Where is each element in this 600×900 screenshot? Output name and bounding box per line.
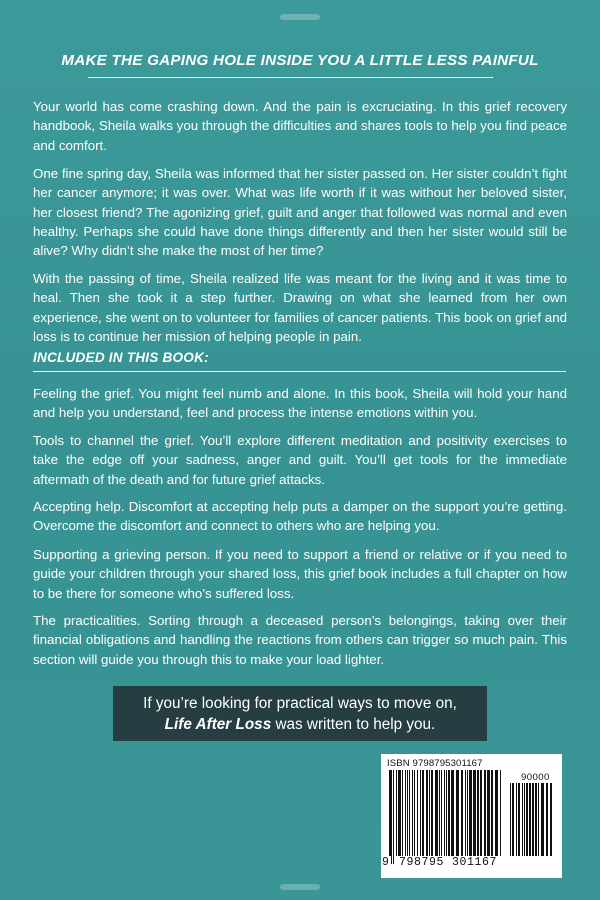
barcode-bar	[473, 770, 476, 856]
barcode-bar	[522, 783, 523, 856]
barcode-bar	[405, 770, 406, 856]
included-heading-underline	[33, 371, 566, 372]
barcode-bar	[510, 783, 511, 856]
callout-line-1: If you’re looking for practical ways to move on,	[143, 695, 457, 712]
barcode-bar	[477, 770, 479, 864]
barcode-bar	[550, 783, 552, 856]
barcode-bar	[435, 770, 438, 856]
barcode-bar	[516, 783, 517, 856]
barcode-bar	[426, 770, 428, 856]
barcode-bar	[469, 770, 472, 856]
headline-underline	[88, 77, 493, 78]
barcode-bar	[535, 783, 537, 856]
barcode-bar	[487, 770, 490, 856]
barcode-bar	[422, 770, 424, 856]
barcode-bar	[500, 770, 501, 856]
barcode-bar	[532, 783, 534, 856]
price-code: 90000	[521, 772, 550, 783]
barcode-bar	[444, 770, 445, 856]
barcode-bar	[465, 770, 466, 856]
barcode-bar	[512, 783, 514, 856]
barcode-bar	[456, 770, 459, 856]
barcode-bar	[441, 770, 442, 856]
barcode-bar	[541, 783, 544, 856]
barcode-bar	[484, 770, 486, 856]
faint-bottom-mark	[280, 884, 320, 890]
included-item-supporting: Supporting a grieving person. If you need to support a friend or relative or if you need to guide your children through your shared loss, this grief book includes a full chapter on how to be there for someone who’s suffered loss.	[33, 547, 567, 601]
barcode-bar	[467, 770, 468, 856]
barcode-bar	[448, 770, 450, 856]
callout-line-2	[113, 714, 487, 735]
barcode-bar	[398, 770, 401, 856]
barcode-bar	[546, 783, 548, 856]
isbn-label: ISBN 9798795301167	[387, 758, 483, 769]
barcode-bar	[412, 770, 413, 856]
barcode-bar	[407, 770, 408, 856]
barcode-bar	[431, 770, 433, 864]
headline: MAKE THE GAPING HOLE INSIDE YOU A LITTLE LESS PAINFUL	[61, 52, 539, 69]
barcode-bar	[529, 783, 531, 856]
included-item-accepting-help: Accepting help. Discomfort at accepting help puts a damper on the support you’re getting. Overcome the discomfort and connect to others who are helping you.	[33, 499, 567, 534]
barcode-bar	[409, 770, 410, 856]
barcode-bar	[414, 770, 415, 856]
barcode-bar	[393, 770, 394, 864]
barcode-bar	[420, 770, 421, 856]
barcode-bar	[491, 770, 493, 856]
barcode-bar	[439, 770, 440, 856]
included-item-practicalities: The practicalities. Sorting through a deceased person’s belongings, taking over their financial obligations and handling the reactions from others can trigger so much pain. This section will guide you through this to make your load lighter.	[33, 613, 567, 667]
barcode-digits-left: 798795	[399, 856, 445, 869]
callout-line-2-rest: was written to help you.	[271, 716, 436, 733]
book-title: Life After Loss	[164, 716, 272, 733]
barcode-bar	[396, 770, 397, 856]
included-item-tools: Tools to channel the grief. You’ll explore different meditation and positivity exercises to take the edge off your sadness, anger and guilt. You’ll get tools for the immediate aftermath of the death and for future grief attacks.	[33, 433, 567, 487]
callout-box	[113, 686, 487, 741]
barcode-bar	[538, 783, 539, 856]
included-heading: INCLUDED IN THIS BOOK:	[33, 350, 209, 365]
faint-top-mark	[280, 14, 320, 20]
barcode-bar	[524, 783, 525, 856]
price-barcode-bars	[509, 783, 556, 864]
barcode-bar	[389, 770, 392, 864]
barcode-bar	[451, 770, 454, 856]
barcode-bar	[402, 770, 403, 856]
barcode-digits	[381, 856, 562, 876]
barcode-bar	[526, 783, 528, 856]
barcode-bar	[480, 770, 482, 864]
barcode-bar	[429, 770, 430, 864]
barcode-bar	[495, 770, 498, 856]
barcode-bar	[461, 770, 463, 856]
intro-paragraph-2: One fine spring day, Sheila was informed that her sister passed on. Her sister couldn’t fight her cancer anymore; it was over. What was life worth if it was without her beloved sister, her closest friend? The agonizing grief, guilt and anger that followed was normal and even healthy. Perhaps she could have done things differently and then her sister would still be alive? Why didn’t she make the most of her time?	[33, 166, 567, 259]
barcode-bars	[388, 770, 505, 864]
included-item-feeling-grief: Feeling the grief. You might feel numb and alone. In this book, Sheila will hold your hand and help you understand, feel and process the intense emotions within you.	[33, 386, 567, 421]
intro-paragraph-1: Your world has come crashing down. And the pain is excruciating. In this grief recovery handbook, Sheila walks you through the difficulties and shares tools to help you find peace and comfort.	[33, 99, 567, 153]
intro-paragraph-3: With the passing of time, Sheila realized life was meant for the living and it was time to heal. Then she took it a step further. Drawing on what she learned from her own experience, she went on to volunteer for families of cancer patients. This book on grief and loss is to continue her mission of helping people in pain.	[33, 271, 567, 344]
barcode-digits-right: 301167	[452, 856, 498, 869]
isbn-barcode	[381, 754, 562, 878]
barcode-bar	[518, 783, 520, 856]
barcode-bar	[417, 770, 418, 856]
barcode-bar	[446, 770, 447, 856]
barcode-digit-lead: 9	[382, 856, 390, 869]
